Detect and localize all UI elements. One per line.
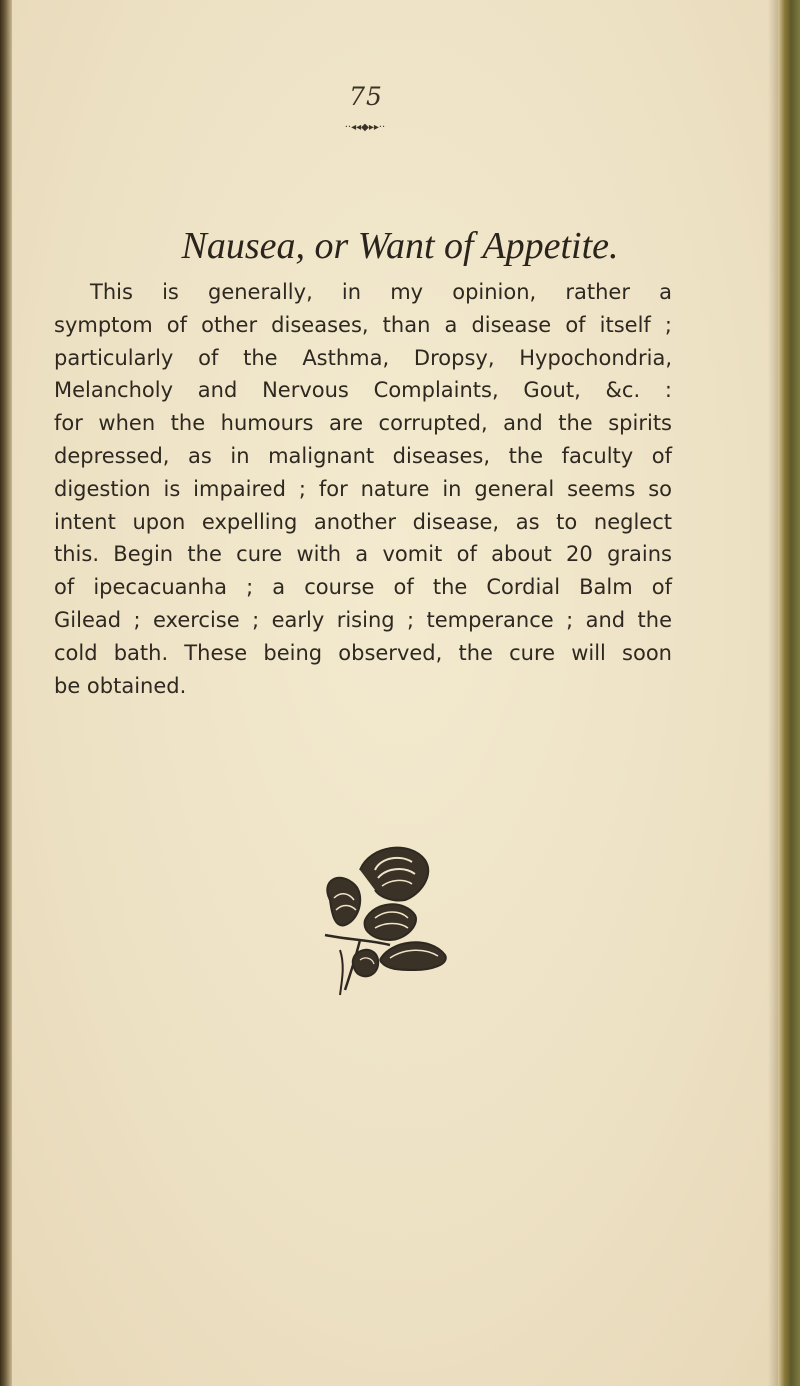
page-number: 75 <box>349 82 383 111</box>
body-paragraph <box>54 276 672 702</box>
paragraph-line: symptom of other diseases, than a disease of itself ; <box>54 312 672 337</box>
paragraph-line: This is generally, in my opinion, rather a <box>90 280 672 304</box>
paragraph-line: intent upon expelling another disease, as to neglect <box>54 509 672 534</box>
page-outer-edge <box>778 0 800 1386</box>
floral-vignette-icon <box>320 840 460 1000</box>
page-fold-shadow <box>768 0 778 1386</box>
page-binding-edge <box>0 0 12 1386</box>
paragraph-line: this. Begin the cure with a vomit of about 20 grains <box>54 542 672 567</box>
paragraph-line: depressed, as in malignant diseases, the faculty of <box>54 443 672 468</box>
paragraph-line: Gilead ; exercise ; early rising ; temperance ; and the <box>54 607 672 632</box>
paragraph-line: cold bath. These being observed, the cure will soon <box>54 640 672 665</box>
section-heading: Nausea, or Want of Appetite. <box>181 225 619 267</box>
paragraph-line: Melancholy and Nervous Complaints, Gout, &c. : <box>54 378 672 403</box>
paragraph-line: particularly of the Asthma, Dropsy, Hypochondria, <box>54 345 672 370</box>
paragraph-line: be obtained. <box>54 673 187 698</box>
paragraph-line: for when the humours are corrupted, and the spirits <box>54 411 672 436</box>
ornament-divider: ··◂◂◆▸▸·· <box>344 122 386 133</box>
paragraph-line: of ipecacuanha ; a course of the Cordial Balm of <box>54 575 672 600</box>
paragraph-line: digestion is impaired ; for nature in general seems so <box>54 476 672 501</box>
